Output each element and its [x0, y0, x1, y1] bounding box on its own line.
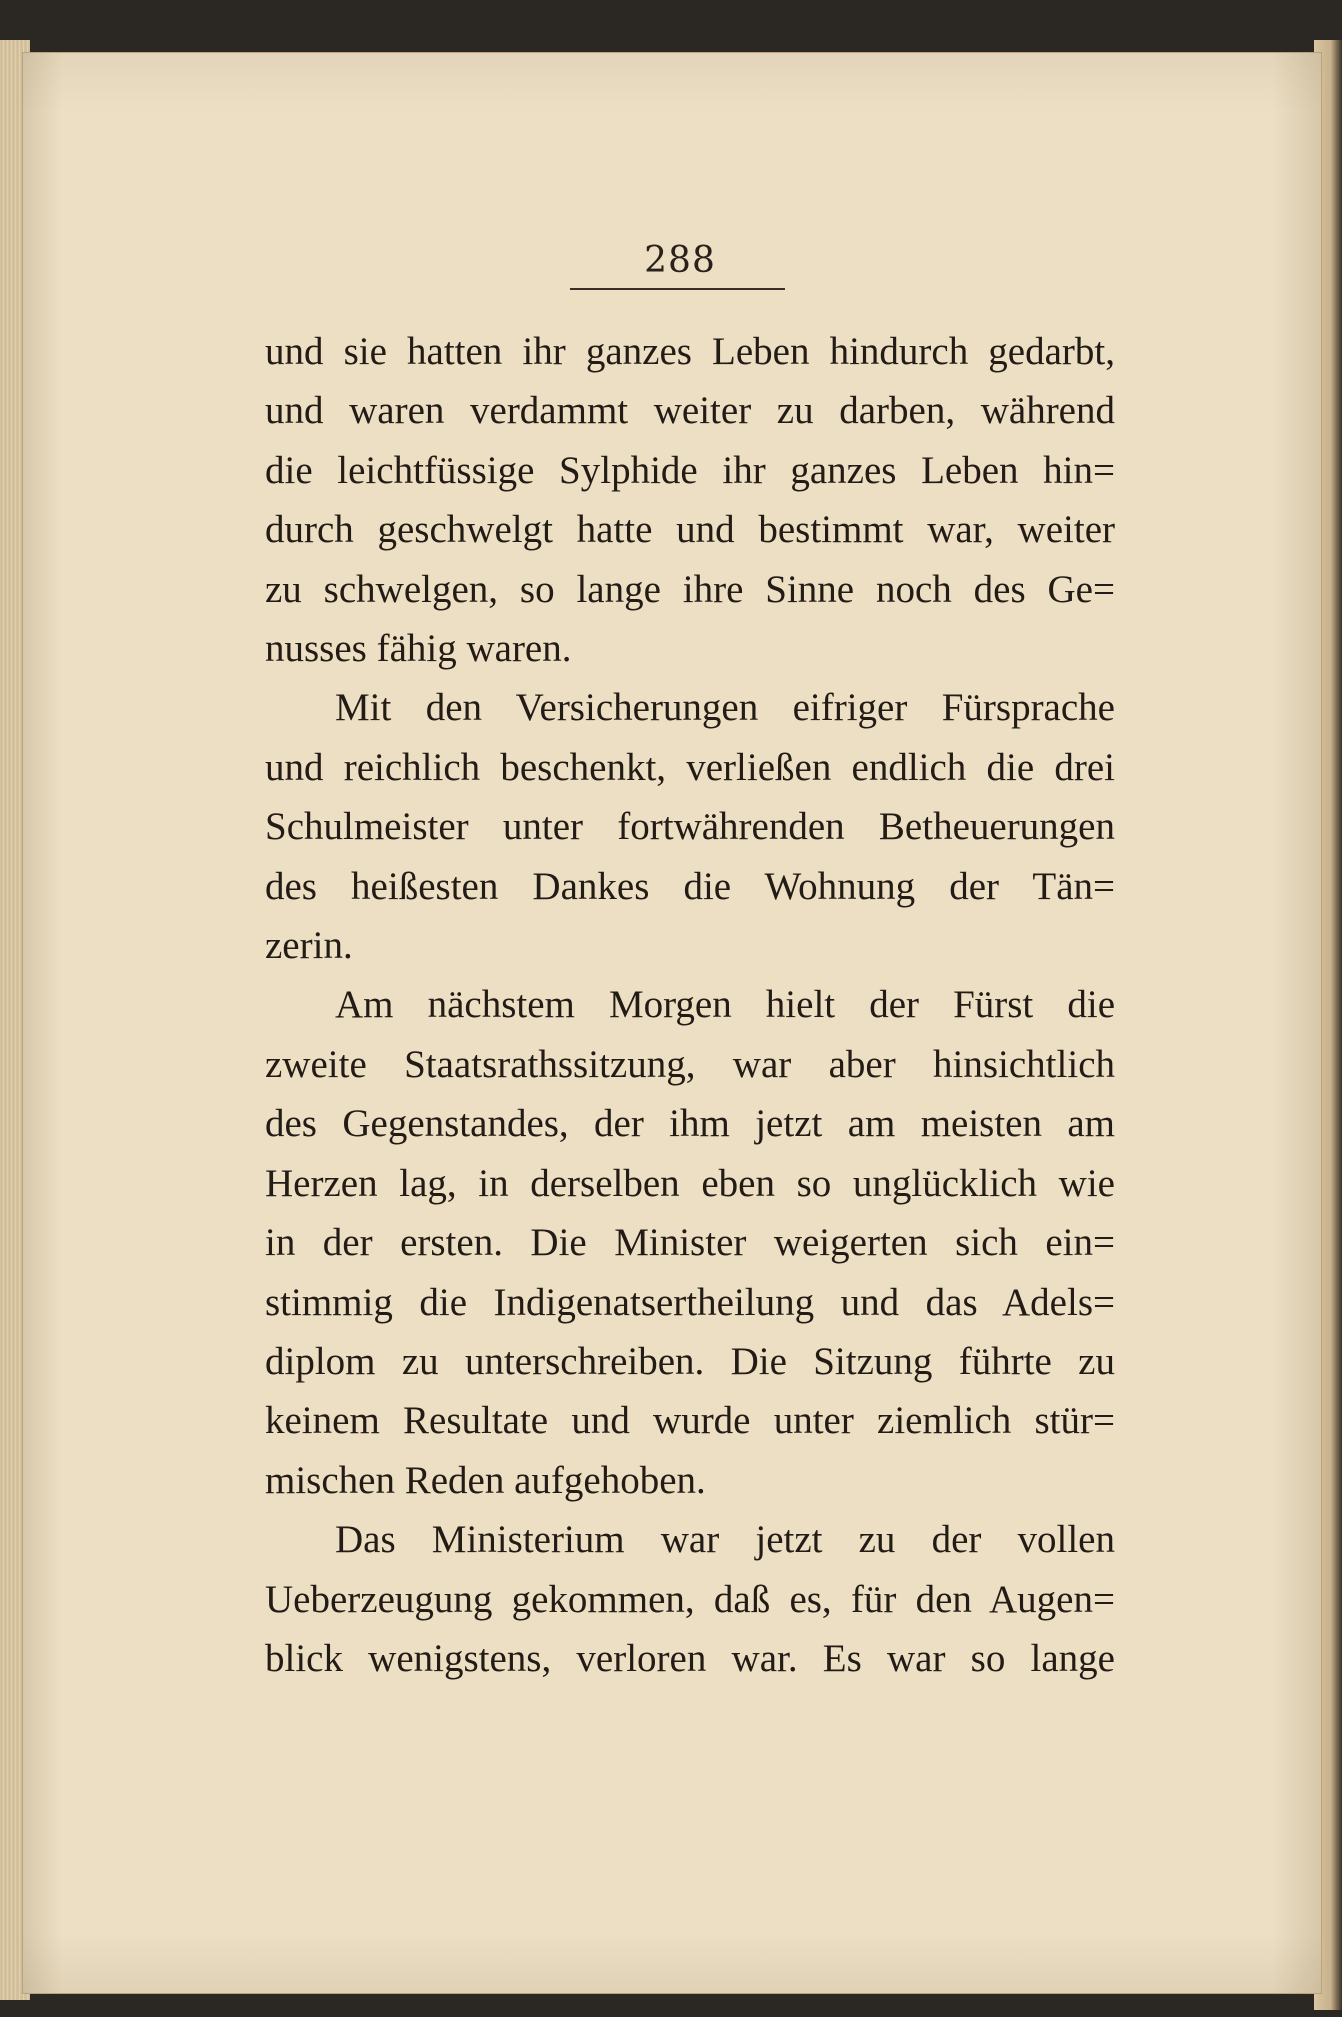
- text-line: zweite Staatsrathssitzung, war aber hinsichtlich: [265, 1042, 1115, 1086]
- text-line: zerin.: [265, 924, 353, 968]
- text-line: stimmig die Indigenatsertheilung und das Adels=: [265, 1280, 1115, 1324]
- text-line: Herzen lag, in derselben eben so unglücklich wie: [265, 1161, 1115, 1205]
- text-line: keinem Resultate und wurde unter ziemlich stür=: [265, 1399, 1115, 1443]
- text-line: mischen Reden aufgehoben.: [265, 1458, 706, 1502]
- text-line-paragraph-start: Am nächstem Morgen hielt der Fürst die: [335, 983, 1115, 1027]
- text-line: nusses fähig waren.: [265, 627, 572, 671]
- text-line: und sie hatten ihr ganzes Leben hindurch gedarbt,: [265, 330, 1115, 373]
- text-line: diplom zu unterschreiben. Die Sitzung führte zu: [265, 1339, 1115, 1383]
- text-line: durch geschwelgt hatte und bestimmt war, weiter: [265, 508, 1115, 552]
- text-line: des Gegenstandes, der ihm jetzt am meisten am: [265, 1102, 1115, 1146]
- text-line: des heißesten Dankes die Wohnung der Tän=: [265, 864, 1115, 908]
- text-line: Ueberzeugung gekommen, daß es, für den Augen=: [265, 1577, 1115, 1621]
- text-line-paragraph-start: Mit den Versicherungen eifriger Fürsprache: [335, 686, 1115, 730]
- header-rule: [570, 288, 785, 290]
- text-line: und waren verdammt weiter zu darben, während: [265, 389, 1115, 433]
- text-line: blick wenigstens, verloren war. Es war so lange: [265, 1636, 1115, 1680]
- page-number: 288: [644, 240, 716, 281]
- text-line: und reichlich beschenkt, verließen endlich die drei: [265, 745, 1115, 789]
- text-line-paragraph-start: Das Ministerium war jetzt zu der vollen: [335, 1518, 1115, 1562]
- page-body-text: [265, 322, 1115, 1688]
- text-line: die leichtfüssige Sylphide ihr ganzes Leben hin=: [265, 448, 1115, 492]
- text-line: in der ersten. Die Minister weigerten sich ein=: [265, 1221, 1115, 1265]
- text-line: zu schwelgen, so lange ihre Sinne noch des Ge=: [265, 567, 1115, 611]
- text-line: Schulmeister unter fortwährenden Betheuerungen: [265, 805, 1115, 849]
